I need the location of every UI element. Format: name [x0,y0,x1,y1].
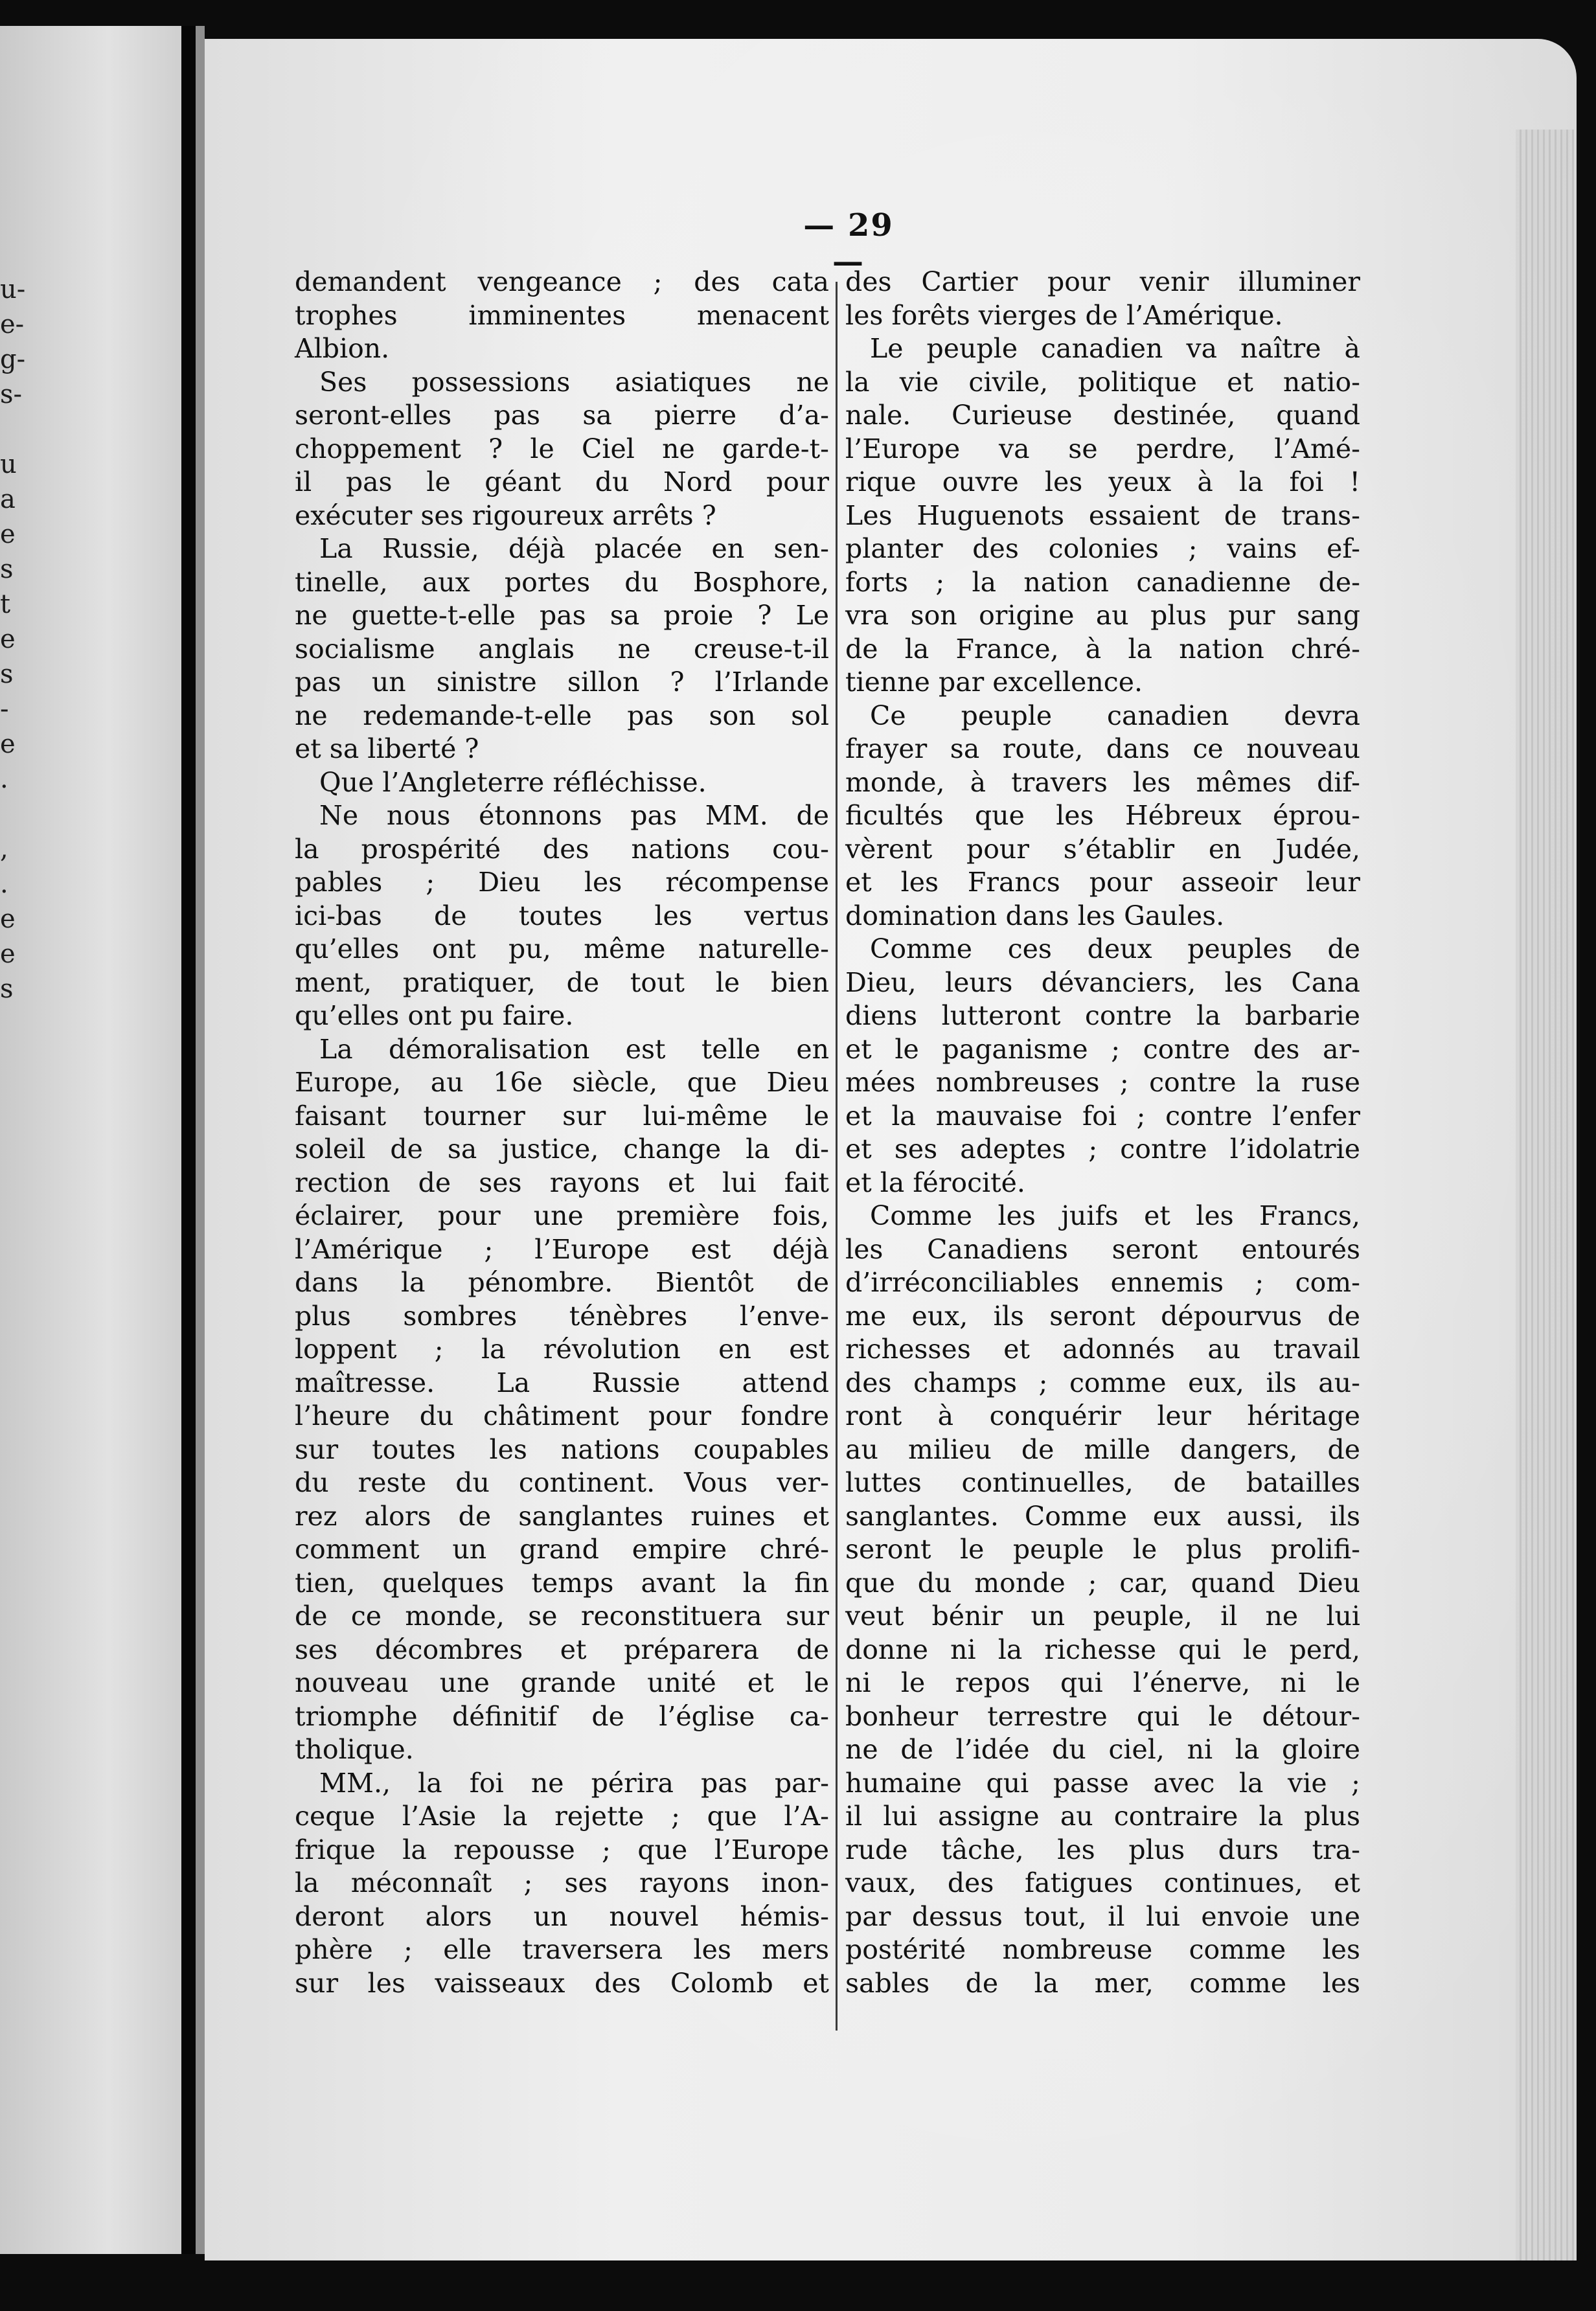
text-line: et ses adeptes ; contre l’idolatrie [845,1133,1360,1165]
text-line: triomphe définitif de l’église ca- [295,1700,829,1732]
text-line: ici-bas de toutes les vertus [295,900,829,931]
text-line: ses décombres et préparera de [295,1634,829,1665]
text-line: loppent ; la révolution en est [295,1334,829,1365]
fragment-line: s- [0,380,23,409]
fragment-line: u [0,450,17,479]
text-line: Que l’Angleterre réfléchisse. [319,766,707,798]
fragment-line: u- [0,275,26,304]
text-line: et le paganisme ; contre des ar- [845,1033,1360,1065]
text-line: domination dans les Gaules. [845,900,1225,931]
text-line: faisant tourner sur lui-même le [295,1100,829,1132]
text-line: de la France, à la nation chré- [845,633,1360,665]
text-line: sanglantes. Comme eux aussi, ils [845,1500,1360,1532]
text-line: vra son origine au plus pur sang [845,600,1360,631]
text-line: tien, quelques temps avant la fin [295,1567,829,1599]
text-line: MM., la foi ne périra pas par- [319,1767,829,1799]
text-line: sur les vaisseaux des Colomb et [295,1967,829,1999]
text-line: plus sombres ténèbres l’enve- [295,1300,829,1332]
text-line: Comme ces deux peuples de [870,933,1360,964]
fragment-line: a [0,484,16,514]
facing-page-text-fragments [0,272,26,1007]
text-line: deront alors un nouvel hémis- [295,1900,829,1932]
text-line: phère ; elle traversera les mers [295,1934,829,1965]
text-line: Ses possessions asiatiques ne [319,366,829,398]
facing-page-edge [0,26,181,2254]
fragment-line: s [0,659,14,689]
fragment-line: . [0,764,8,794]
text-line: éclairer, pour une première fois, [295,1200,829,1231]
text-line: l’Amérique ; l’Europe est déjà [295,1233,829,1265]
text-line: richesses et adonnés au travail [845,1334,1360,1365]
text-line: veut bénir un peuple, il ne lui [845,1600,1360,1632]
text-line: Comme les juifs et les Francs, [870,1200,1360,1231]
text-line: comment un grand empire chré- [295,1534,829,1565]
text-line: Europe, au 16e siècle, que Dieu [295,1067,829,1098]
text-line: et la mauvaise foi ; contre l’enfer [845,1100,1360,1132]
fragment-line: , [0,834,8,864]
text-line: Ne nous étonnons pas MM. de [319,800,829,831]
text-line: la prospérité des nations cou- [295,833,829,865]
text-line: vaux, des fatigues continues, et [845,1867,1360,1898]
text-line: les Canadiens seront entourés [845,1233,1360,1265]
fragment-line: . [0,869,8,899]
text-line: La démoralisation est telle en [319,1033,829,1065]
text-line: bonheur terrestre qui le détour- [845,1700,1360,1732]
text-line: et sa liberté ? [295,733,479,764]
text-line: frayer sa route, dans ce nouveau [845,733,1360,764]
text-line: il lui assigne au contraire la plus [845,1801,1360,1832]
fragment-line: e [0,904,16,934]
text-line: vèrent pour s’établir en Judée, [845,833,1360,865]
text-line: des champs ; comme eux, ils au- [845,1367,1360,1398]
text-line: tinelle, aux portes du Bosphore, [295,566,829,598]
text-line: Les Huguenots essaient de trans- [845,499,1360,531]
text-line: l’heure du châtiment pour fondre [295,1400,829,1431]
text-line: qu’elles ont pu faire. [295,1000,574,1031]
text-line: la méconnaît ; ses rayons inon- [295,1867,829,1898]
text-line: Ce peuple canadien devra [870,700,1360,731]
binding-gutter [181,26,196,2254]
text-line: soleil de sa justice, change la di- [295,1133,829,1165]
fragment-line: s [0,554,14,584]
text-line: il pas le géant du Nord pour [295,466,829,497]
text-line: donne ni la richesse qui le perd, [845,1634,1360,1665]
text-line: sur toutes les nations coupables [295,1433,829,1465]
fragment-line: t [0,589,11,619]
fragment-line: e [0,519,16,549]
text-column-left [295,266,829,2000]
text-line: de ce monde, se reconstituera sur [295,1600,829,1632]
text-line: tholique. [295,1734,414,1765]
text-line: ficultés que les Hébreux éprou- [845,800,1360,831]
text-line: et les Francs pour asseoir leur [845,867,1360,898]
fragment-line [0,797,26,832]
text-line: tienne par excellence. [845,666,1143,698]
text-line: trophes imminentes menacent [295,299,829,331]
text-line: l’Europe va se perdre, l’Amé- [845,433,1360,464]
text-line: postérité nombreuse comme les [845,1934,1360,1965]
fragment-line: e [0,624,16,654]
text-line: pables ; Dieu les récompense [295,867,829,898]
text-line: Dieu, leurs dévanciers, les Cana [845,966,1360,998]
text-line: ment, pratiquer, de tout le bien [295,966,829,998]
text-line: ceque l’Asie la rejette ; que l’A- [295,1801,829,1832]
text-line: et la férocité. [845,1167,1025,1198]
text-line: rique ouvre les yeux à la foi ! [845,466,1360,497]
text-line: que du monde ; car, quand Dieu [845,1567,1360,1599]
text-line: forts ; la nation canadienne de- [845,566,1360,598]
text-line: me eux, ils seront dépourvus de [845,1300,1360,1332]
text-line: luttes continuelles, de batailles [845,1467,1360,1498]
text-line: ne guette-t-elle pas sa proie ? Le [295,600,829,631]
text-line: seront-elles pas sa pierre d’a- [295,400,829,431]
text-line: exécuter ses rigoureux arrêts ? [295,499,716,531]
text-line: la vie civile, politique et natio- [845,366,1360,398]
text-line: nale. Curieuse destinée, quand [845,400,1360,431]
text-line: La Russie, déjà placée en sen- [319,533,829,564]
column-rule [836,282,838,2031]
text-line: rection de ses rayons et lui fait [295,1167,829,1198]
text-line: frique la repousse ; que l’Europe [295,1834,829,1865]
text-line: socialisme anglais ne creuse-t-il [295,633,829,665]
text-line: ne de l’idée du ciel, ni la gloire [845,1734,1360,1765]
text-line: rude tâche, les plus durs tra- [845,1834,1360,1865]
text-line: pas un sinistre sillon ? l’Irlande [295,666,829,698]
text-line: ront à conquérir leur héritage [845,1400,1360,1431]
fragment-line: g- [0,345,26,374]
text-line: Albion. [295,333,390,364]
text-line: seront le peuple le plus prolifi- [845,1534,1360,1565]
text-line: d’irréconciliables ennemis ; com- [845,1267,1360,1298]
fragment-line: - [0,694,9,724]
text-line: qu’elles ont pu, même naturelle- [295,933,829,964]
text-line: au milieu de mille dangers, de [845,1433,1360,1465]
text-line: diens lutteront contre la barbarie [845,1000,1360,1031]
fragment-line: e [0,939,16,969]
text-line: planter des colonies ; vains ef- [845,533,1360,564]
gutter-shadow [196,26,205,2254]
text-line: maîtresse. La Russie attend [295,1367,829,1398]
text-line: mées nombreuses ; contre la ruse [845,1067,1360,1098]
fragment-line: s [0,974,14,1004]
text-line: nouveau une grande unité et le [295,1667,829,1698]
text-line: ne redemande-t-elle pas son sol [295,700,829,731]
text-line: choppement ? le Ciel ne garde-t- [295,433,829,464]
fragment-line: e [0,729,16,759]
page-number: — 29 — [803,207,894,280]
fragment-line [0,412,26,447]
text-line: par dessus tout, il lui envoie une [845,1900,1360,1932]
text-line: sables de la mer, comme les [845,1967,1360,1999]
text-line: les forêts vierges de l’Amérique. [845,299,1283,331]
text-line: du reste du continent. Vous ver- [295,1467,829,1498]
text-line: demandent vengeance ; des cata [295,266,829,297]
text-line: humaine qui passe avec la vie ; [845,1767,1360,1799]
page-stack-edge [1516,130,1574,2260]
text-line: des Cartier pour venir illuminer [845,266,1360,297]
text-column-right [845,266,1360,2000]
fragment-line: e- [0,310,25,339]
text-line: Le peuple canadien va naître à [870,333,1360,364]
text-line: rez alors de sanglantes ruines et [295,1500,829,1532]
text-line: ni le repos qui l’énerve, ni le [845,1667,1360,1698]
text-line: dans la pénombre. Bientôt de [295,1267,829,1298]
text-line: monde, à travers les mêmes dif- [845,766,1360,798]
